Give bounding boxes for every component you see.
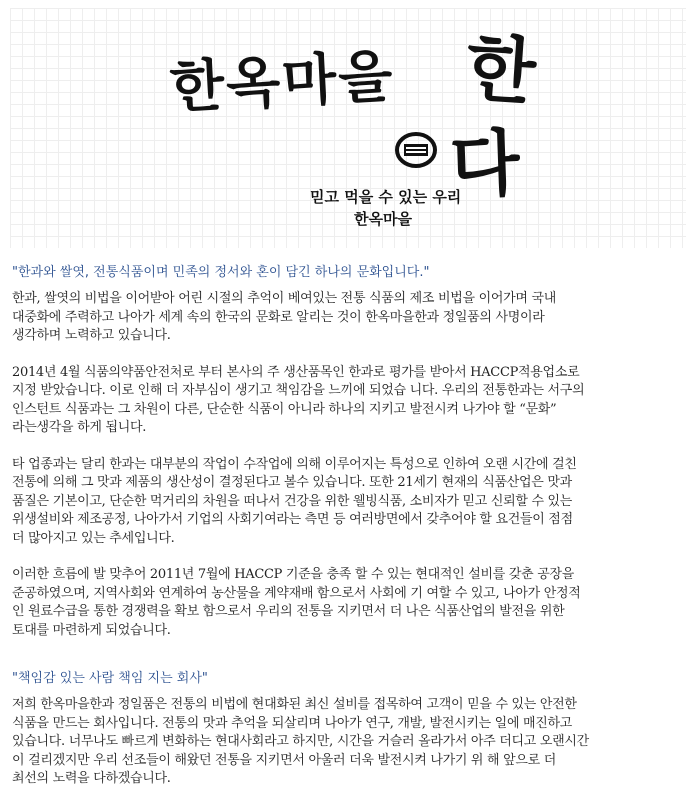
text-line: 더 많아지고 있는 추세입니다. <box>12 530 175 546</box>
text-line: 타 업종과는 달리 한과는 대부분의 작업이 수작업에 의해 이루어지는 특성으로 인하여 오랜 시간에 걸친 <box>12 456 577 472</box>
text-line: 한과, 쌀엿의 비법을 이어받아 어린 시절의 추억이 베여있는 전통 식품의 제조 비법을 이어가며 국내 <box>12 291 556 306</box>
paragraph-handcraft <box>12 456 686 549</box>
text-line: 식품을 만드는 회사입니다. 전통의 맛과 추억을 되살리며 나아가 연구, 개발, 발전시키는 일에 매진하고 <box>12 715 573 731</box>
main-content <box>12 264 686 789</box>
logo-text: 한옥마을 <box>168 43 396 121</box>
logo-da-glyph: 다 <box>448 119 522 208</box>
text-line: 있습니다. 너무나도 빠르게 변화하는 현대사회라고 하지만, 시간을 거슬러 올라가서 아주 더디고 오랜시간 <box>12 734 589 749</box>
text-line: 최선의 노력을 다하겠습니다. <box>12 771 171 786</box>
slogan-line-1: 믿고 먹을 수 있는 우리 <box>310 188 462 206</box>
text-line: 지정 받았습니다. 이로 인해 더 자부심이 생기고 책임감을 느끼에 되었습 니다. 우리의 전통한과는 서구의 <box>12 383 585 398</box>
seal-stamp-icon <box>394 130 438 170</box>
text-line: 위생설비와 제조공정, 나아가서 기업의 사회기여라는 측면 등 여러방면에서 갖추어야 할 요건들이 점점 <box>12 512 573 527</box>
paragraph-responsibility <box>12 696 686 789</box>
text-line: 토대를 마련하게 되었습니다. <box>12 622 171 638</box>
text-line: 전통에 의해 그 맛과 제품의 생산성이 결정된다고 볼수 있습니다. 또한 21세기 현재의 식품산업은 맛과 <box>12 475 572 490</box>
text-line: 이러한 흐름에 발 맞추어 2011년 7월에 HACCP 기준을 충족 할 수 있는 현대적인 설비를 갖춘 공장을 <box>12 567 574 582</box>
text-line: 품질은 기본이고, 단순한 먹거리의 차원을 떠나서 건강을 위한 웰빙식품, 소비자가 믿고 신뢰할 수 있는 <box>12 493 573 509</box>
section-heading-culture: "한과와 쌀엿, 전통식품이며 민족의 정서와 혼이 담긴 하나의 문화입니다." <box>12 265 430 280</box>
text-line: 저희 한옥마을한과 정일품은 전통의 비법에 현대화된 최신 설비를 접목하여 고객이 믿을 수 있는 안전한 <box>12 697 577 712</box>
text-line: 준공하였으며, 지역사회와 연계하여 농산물을 계약재배 함으로서 사회에 기 여할 수 있고, 나아가 안정적 <box>12 585 581 601</box>
section-heading-responsibility: "책임감 있는 사람 책임 지는 회사" <box>12 671 208 686</box>
paragraph-factory <box>12 566 686 640</box>
text-line: 2014년 4월 식품의약품안전처로 부터 본사의 주 생산품목인 한과로 평가를 받아서 HACCP적용업소로 <box>12 364 580 380</box>
paragraph-mission <box>12 290 686 346</box>
slogan-line-2: 한옥마을 <box>354 210 412 228</box>
paragraph-haccp <box>12 364 686 438</box>
text-line: 이 걸리겠지만 우리 선조들이 해왔던 전통을 지키면서 아울러 더욱 발전시켜 나가기 위 해 앞으로 더 <box>12 752 556 768</box>
text-line: 대중화에 주력하고 나아가 세계 속의 한국의 문화로 알리는 것이 한옥마을한과 정일품의 사명이라 <box>12 309 545 325</box>
banner <box>10 8 686 248</box>
text-line: 인스턴트 식품과는 그 차원이 다른, 단순한 식품이 아니라 하나의 지키고 발전시켜 나가야 할 “문화” <box>12 401 557 417</box>
text-line: 인 원료수급을 통한 경쟁력을 확보 함으로서 우리의 전통을 지키면서 더 나은 식품산업의 발전을 위한 <box>12 604 565 619</box>
text-line: 라는생각을 하게 됩니다. <box>12 420 147 435</box>
logo-han-glyph: 한 <box>463 24 539 115</box>
text-line: 생각하며 노력하고 있습니다. <box>12 328 171 343</box>
